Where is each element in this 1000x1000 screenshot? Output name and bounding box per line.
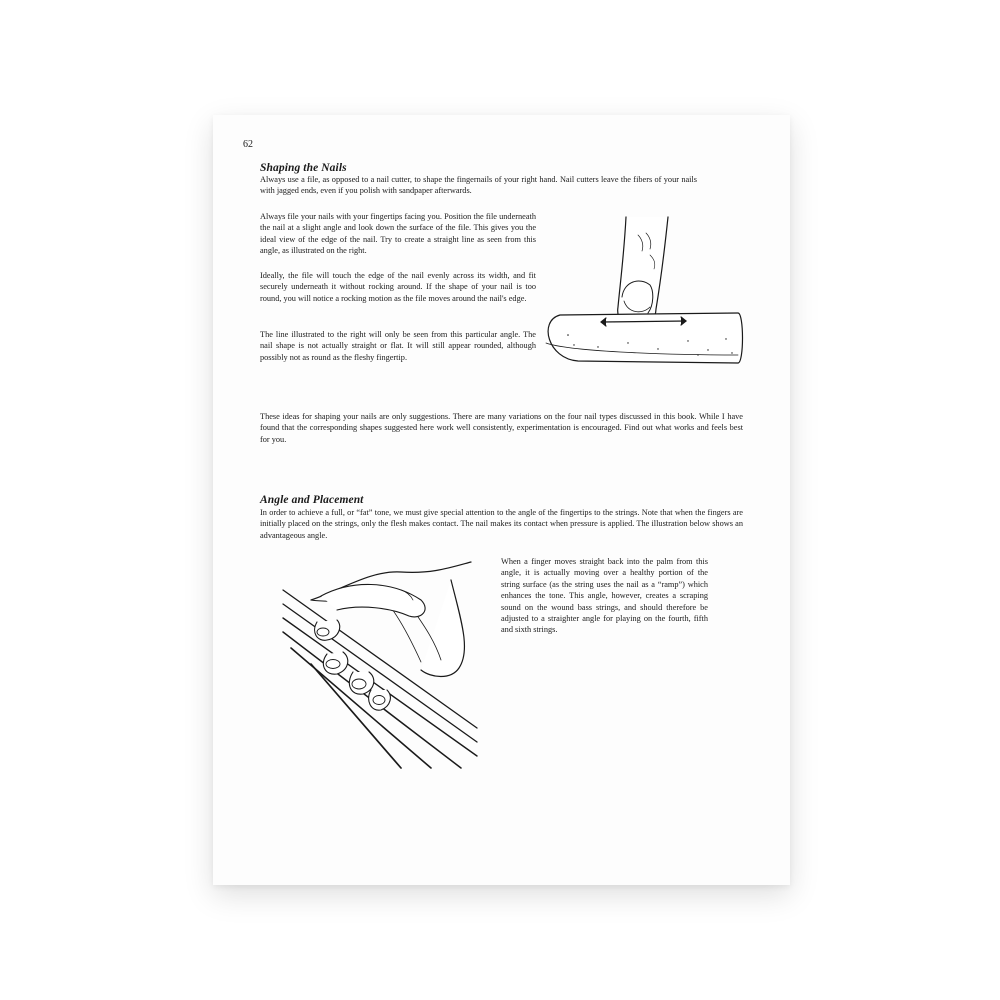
paragraph-rocking-motion: Ideally, the file will touch the edge of the nail evenly across its width, and fit securely underneath it without rocking around. If the shape of your nail is too round, you will notice a rocking motion as the file moves around the nail's edge. xyxy=(260,271,536,303)
hand-on-strings-illustration xyxy=(281,560,481,770)
paragraph-suggestions: These ideas for shaping your nails are only suggestions. There are many variations on the four nail types discussed in this book. While I have found that the corresponding shapes suggested here work well consistently, experimentation is encouraged. Find out what works and feels best for you. xyxy=(260,412,743,444)
paragraph-file-vs-cutter: Always use a file, as opposed to a nail cutter, to shape the fingernails of your right hand. Nail cutters leave the fibers of your nails with jagged ends, even if you polish with sandpaper afterwards. xyxy=(260,175,697,196)
paragraph-fat-tone: In order to achieve a full, or “fat” tone, we must give special attention to the angle of the fingertips to the strings. Note that when the fingers are initially placed on the strings, only the flesh makes contact. The nail makes its contact when pressure is applied. The illustration below shows an advantageous angle. xyxy=(260,508,743,540)
heading-angle-and-placement: Angle and Placement xyxy=(260,494,364,506)
paragraph-line-angle: The line illustrated to the right will only be seen from this particular angle. The nail shape is not actually straight or flat. It will still appear rounded, although possibly not as round as the fleshy fingertip. xyxy=(260,330,536,362)
paragraph-file-position: Always file your nails with your fingertips facing you. Position the file underneath the nail at a slight angle and look down the surface of the file. This gives you the ideal view of the edge of the nail. Try to create a straight line as seen from this angle, as illustrated on the right. xyxy=(260,212,536,256)
book-page xyxy=(213,115,790,885)
page-number: 62 xyxy=(243,139,253,150)
heading-shaping-the-nails: Shaping the Nails xyxy=(260,162,347,174)
paragraph-finger-motion: When a finger moves straight back into the palm from this angle, it is actually moving over a healthy portion of the string surface (as the string uses the nail as a “ramp”) which enhances the tone. This angle, however, creates a scraping sound on the wound bass strings, and should therefore be adjusted to a straighter angle for playing on the fourth, fifth and sixth strings. xyxy=(501,557,708,635)
finger-filing-illustration xyxy=(538,215,748,375)
